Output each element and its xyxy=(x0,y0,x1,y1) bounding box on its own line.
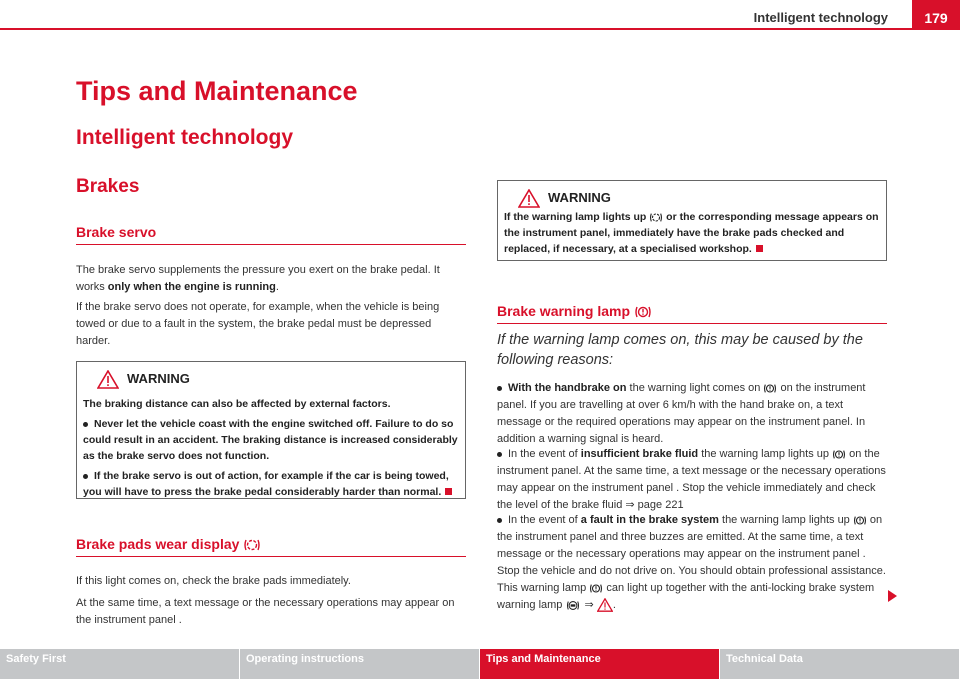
brake-warning-icon xyxy=(832,449,846,460)
brake-warning-intro: If the warning lamp comes on, this may be caused by the following reasons: xyxy=(497,332,863,368)
brake-pads-icon xyxy=(243,538,261,552)
warning-box-brake-servo xyxy=(76,361,466,499)
brake-warning-item-2: In the event of insufficient brake fluid the warning lamp lights up on the instrument panel. At the same time, a text message or the necessary operations may appear on the instrument panel . Stop the vehicle immediately and check the level of the brake fluid ⇒ page 221 xyxy=(497,448,886,511)
warning-triangle-icon xyxy=(518,189,540,208)
bullet xyxy=(497,386,502,391)
chapter-title: Intelligent technology xyxy=(76,126,294,149)
bullet xyxy=(497,452,502,457)
footer-tab-technical-data[interactable]: Technical Data xyxy=(720,649,960,679)
warning-intro: The braking distance can also be affected by external factors. xyxy=(83,398,391,410)
brake-warning-icon xyxy=(589,583,603,594)
bullet xyxy=(497,518,502,523)
brake-warning-icon xyxy=(853,515,867,526)
warning-bullet-2: If the brake servo is out of action, for example if the car is being towed, you will have to press the brake pedal considerably harder than normal. xyxy=(83,468,459,500)
brake-pads-paragraph-1: If this light comes on, check the brake pads immediately. xyxy=(76,575,351,587)
footer-nav xyxy=(0,649,960,679)
bullet xyxy=(83,474,88,479)
brake-pads-heading: Brake pads wear display xyxy=(76,536,466,557)
warning-box-brake-pads xyxy=(497,180,887,261)
brake-warning-heading: Brake warning lamp xyxy=(497,303,887,324)
abs-warning-icon xyxy=(565,600,581,611)
brake-warning-icon xyxy=(763,383,777,394)
brake-warning-item-3: In the event of a fault in the brake system the warning lamp lights up on the instrument panel and three buzzes are emitted. At the same time, a text message or the necessary operations may appear on the instrument panel . Stop the vehicle and do not drive on. You should obtain professional assistance. This warning lamp can light up together with the anti-locking brake system warning lamp ⇒ . xyxy=(497,514,886,611)
brake-warning-item-1: With the handbrake on the warning light comes on on the instrument panel. If you are travelling at over 6 km/h with the hand brake on, a text message or the required operations may appear on the instrument panel. In addition a warning signal is heard. xyxy=(497,382,866,445)
subchapter-title: Brakes xyxy=(76,176,140,197)
warning-title: WARNING xyxy=(548,190,611,205)
warning-bullet-1: Never let the vehicle coast with the engine switched off. Failure to do so could result in an accident. The braking distance is increased considerably as the brake servo does not function. xyxy=(83,418,458,462)
footer-tab-operating-instructions[interactable]: Operating instructions xyxy=(240,649,480,679)
warning-title: WARNING xyxy=(127,371,190,386)
end-marker xyxy=(445,488,452,495)
warning-triangle-icon xyxy=(97,370,119,389)
page-number: 179 xyxy=(912,0,960,30)
section-title: Tips and Maintenance xyxy=(76,76,358,106)
next-page-arrow-icon[interactable] xyxy=(888,590,897,602)
header-rule xyxy=(0,28,960,30)
header-title: Intelligent technology xyxy=(753,10,888,25)
warning-triangle-icon[interactable] xyxy=(597,598,613,612)
brake-servo-paragraph-1: The brake servo supplements the pressure you exert on the brake pedal. It works only when the engine is running. xyxy=(76,264,440,293)
footer-tab-tips-and-maintenance[interactable]: Tips and Maintenance xyxy=(480,649,720,679)
brake-servo-heading: Brake servo xyxy=(76,224,466,245)
end-marker xyxy=(756,245,763,252)
warning-text: If the warning lamp lights up or the corresponding message appears on the instrument panel, immediately have the brake pads checked and replaced, if necessary, at a specialised workshop. xyxy=(504,211,879,255)
brake-warning-icon xyxy=(634,305,652,319)
bullet xyxy=(83,422,88,427)
brake-pads-icon xyxy=(649,212,663,223)
footer-tab-safety-first[interactable]: Safety First xyxy=(0,649,240,679)
brake-pads-paragraph-2: At the same time, a text message or the necessary operations may appear on the instrument panel . xyxy=(76,597,455,626)
brake-servo-paragraph-2: If the brake servo does not operate, for example, when the vehicle is being towed or due to a fault in the system, the brake pedal must be depressed harder. xyxy=(76,301,440,347)
